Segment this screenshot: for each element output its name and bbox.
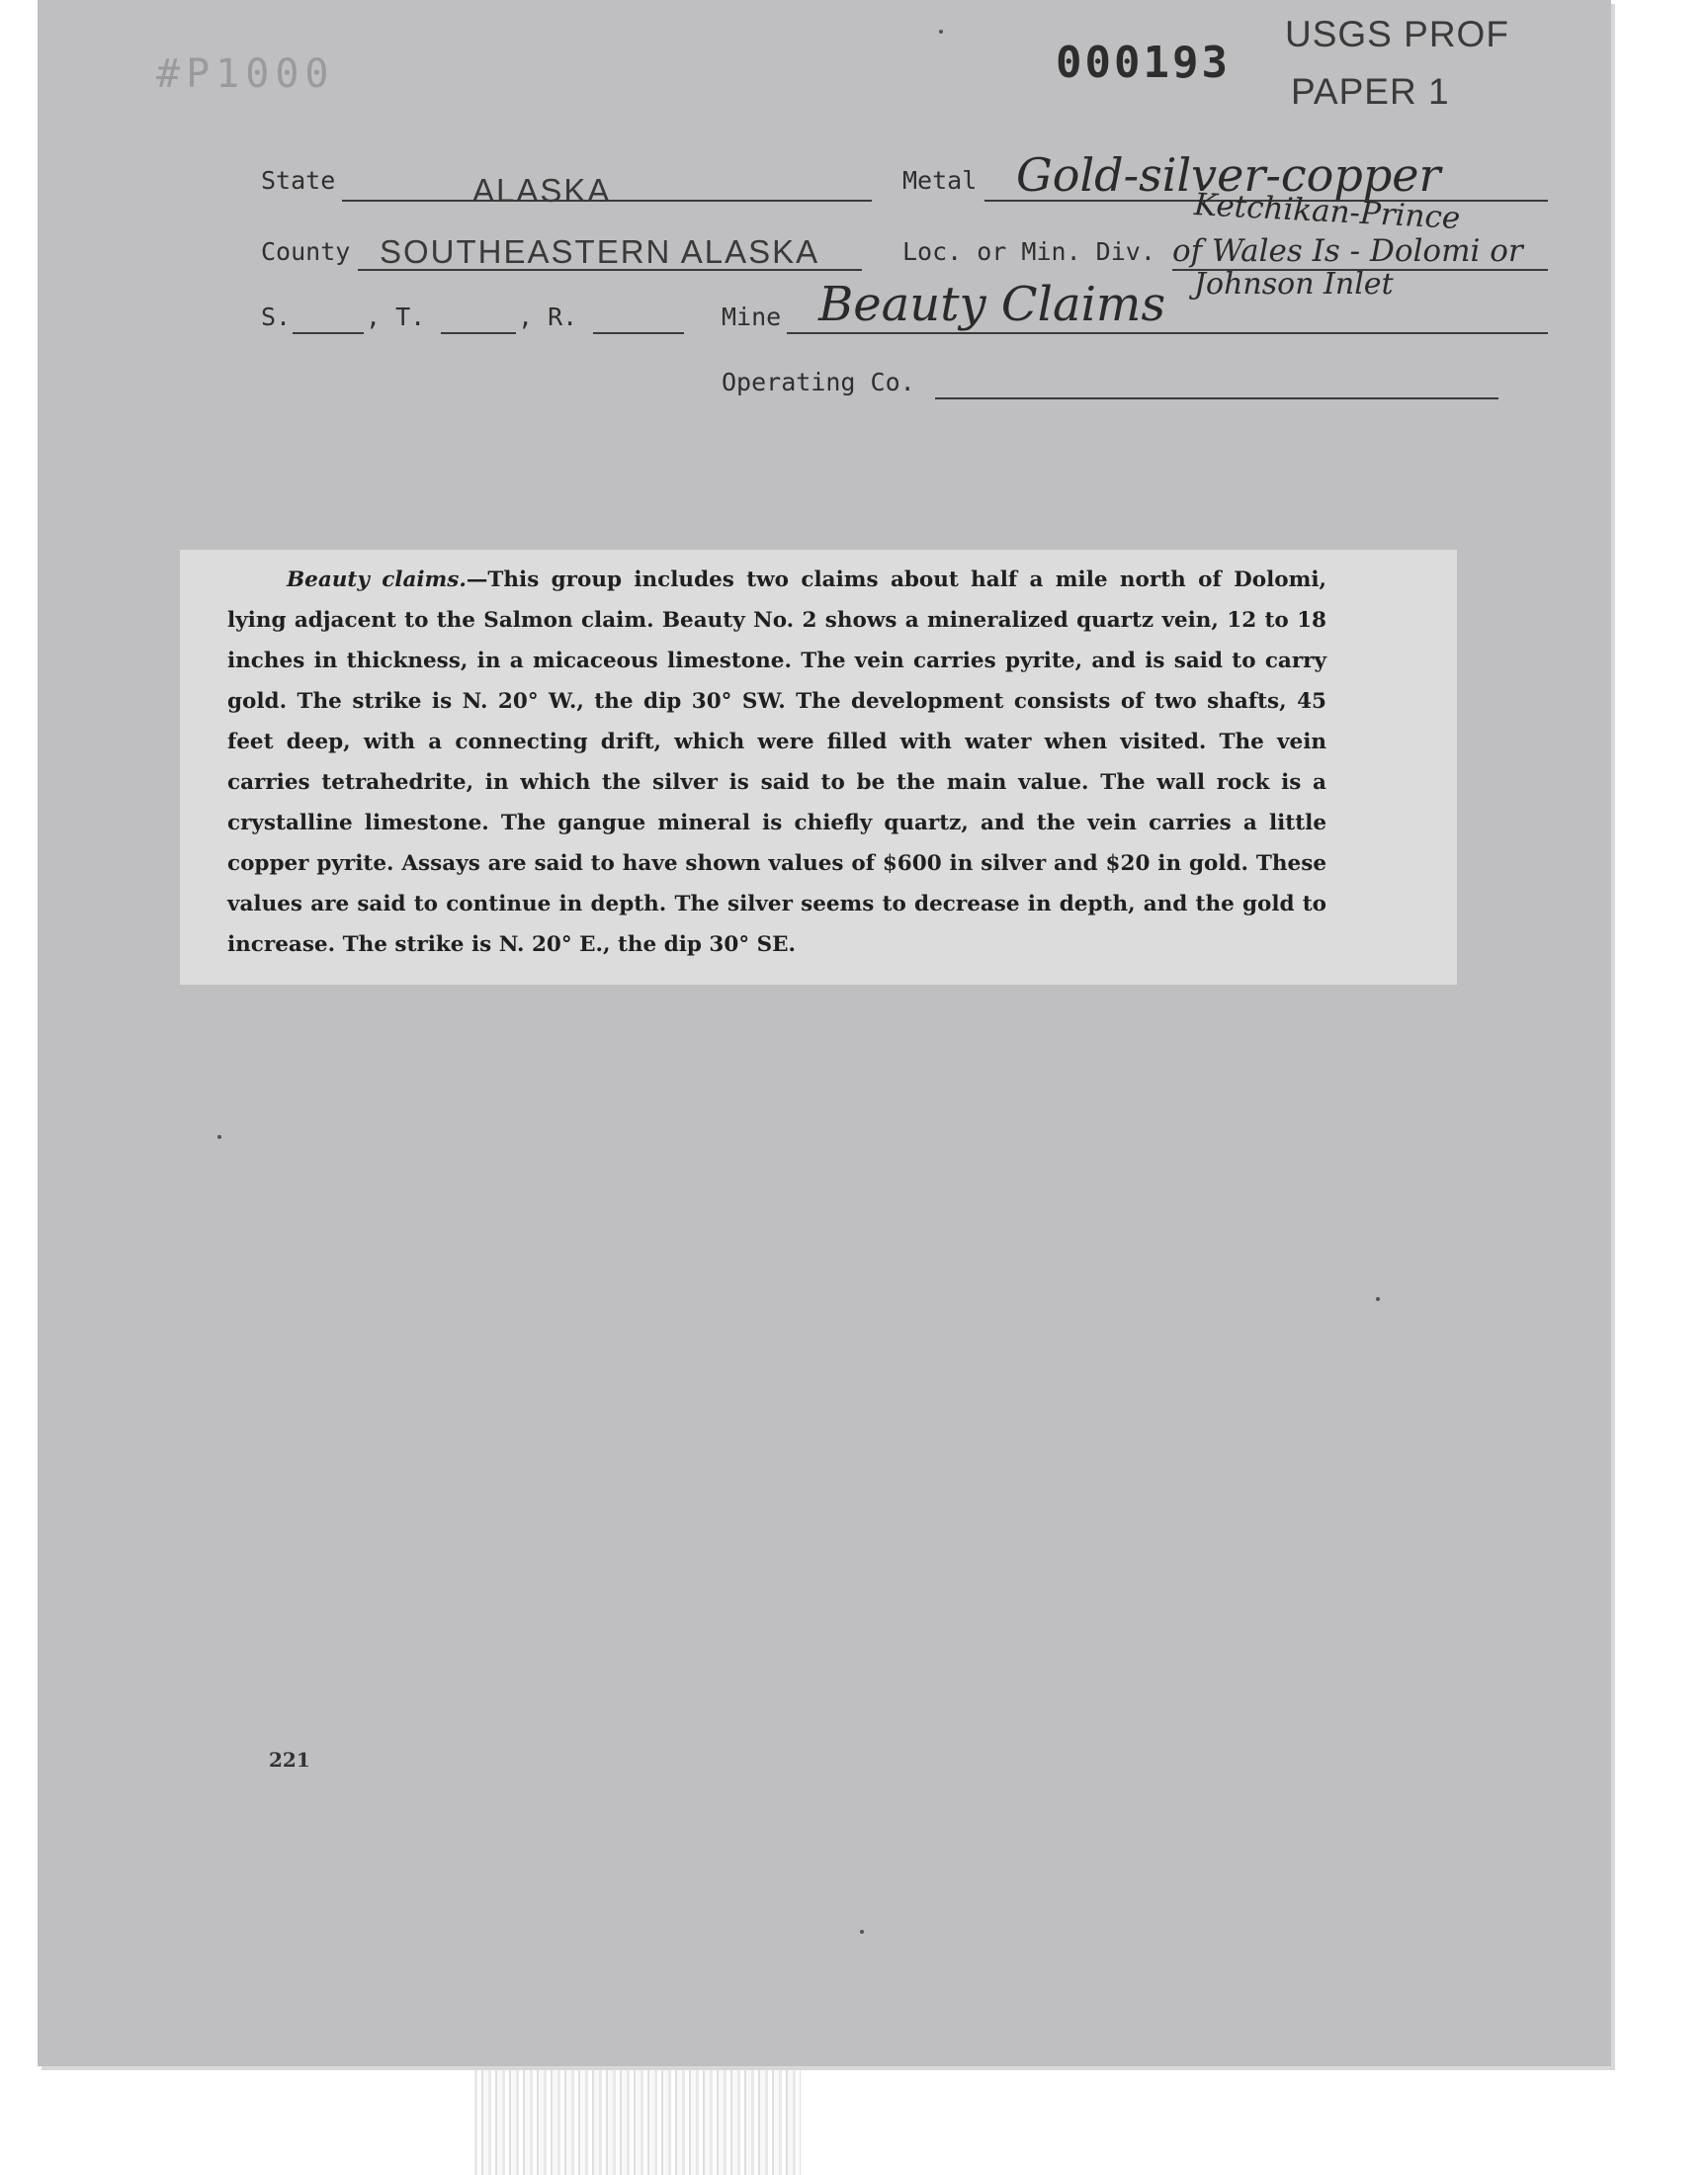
scanner-strip [474,2066,801,2175]
page-number: 221 [269,1748,310,1772]
scan-speck [939,30,943,34]
clipping-body: —This group includes two claims about half a mile north of Dolomi, lying adjacent to the Salmon claim. Beauty No. 2 shows a mineralized quartz vein, 12 to 18 inches in thickness, in a micaceous limestone. The vein carries pyrite, and is said to carry gold. The strike is N. 20° W., the dip 30° SW. The development consists of two shafts, 45 feet deep, with a connecting drift, which were filled with water when visited. The vein carries tetrahedrite, in which the silver is said to be the main value. The wall rock is a crystalline limestone. The gangue mineral is chiefly quartz, and the vein carries a little copper pyrite. Assays are said to have shown values of $600 in silver and $20 in gold. These values are said to continue in depth. The silver seems to decrease in depth, and the gold to increase. The strike is N. 20° E., the dip 30° SE. [227,567,1326,957]
document-number: 000193 [1056,38,1231,88]
scan-speck [217,1135,221,1139]
range-underline [593,332,684,334]
mine-label: Mine [722,303,782,331]
mine-underline [787,332,1548,334]
clipping-paragraph [227,560,1326,965]
mine-value: Beauty Claims [818,277,1166,332]
township-label: , T. [366,303,426,331]
metal-label: Metal [902,166,978,195]
record-card [38,0,1611,2066]
range-label: , R. [518,303,578,331]
loc-div-value-line-1: Ketchikan-Prince [1193,186,1462,237]
county-label: County [261,237,351,266]
section-label: S. [261,303,292,331]
operating-co-underline [935,397,1498,399]
loc-div-value-line-2: of Wales Is - Dolomi or [1172,233,1523,269]
township-underline [441,332,516,334]
scan-speck [1376,1297,1380,1301]
source-label-line-2: PAPER 1 [1291,71,1450,112]
metal-value: Gold-silver-copper [1016,148,1441,202]
state-label: State [261,166,336,195]
scan-speck [860,1930,864,1934]
text-clipping [180,550,1457,985]
state-value: ALASKA [472,172,612,209]
faint-stamp-id: #P1000 [156,51,335,97]
loc-div-value-line-3: Johnson Inlet [1194,267,1394,302]
operating-co-label: Operating Co. [722,368,915,396]
section-underline [293,332,364,334]
loc-div-label: Loc. or Min. Div. [902,237,1155,266]
county-value: SOUTHEASTERN ALASKA [380,233,820,270]
source-label-line-1: USGS PROF [1285,14,1509,54]
clipping-heading: Beauty claims. [287,567,467,592]
